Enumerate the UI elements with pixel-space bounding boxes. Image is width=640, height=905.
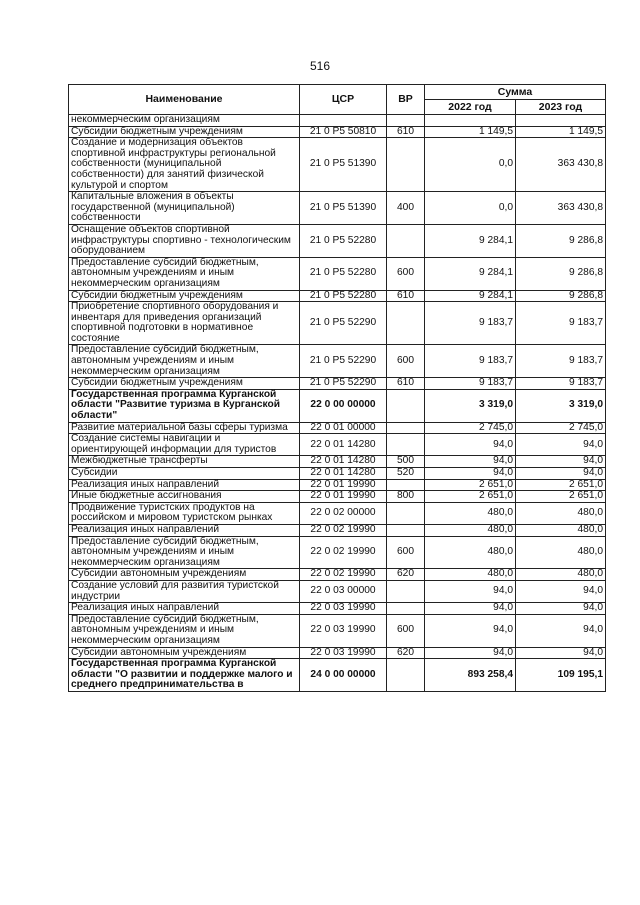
row-vr <box>387 659 425 692</box>
row-name: Субсидии автономным учреждениям <box>69 569 300 581</box>
row-amount-2022: 480,0 <box>425 569 516 581</box>
row-name: Создание системы навигации и ориентирующей информации для туристов <box>69 434 300 456</box>
table-row <box>69 115 606 127</box>
row-name: Реализация иных направлений <box>69 603 300 615</box>
row-amount-2023: 2 745,0 <box>516 422 606 434</box>
row-csr: 21 0 P5 51390 <box>300 192 387 225</box>
row-vr <box>387 603 425 615</box>
row-amount-2023: 9 286,8 <box>516 257 606 290</box>
table-row <box>69 479 606 491</box>
row-vr: 600 <box>387 345 425 378</box>
table-row <box>69 422 606 434</box>
row-vr <box>387 389 425 422</box>
row-csr: 22 0 03 19990 <box>300 603 387 615</box>
row-vr <box>387 580 425 602</box>
row-amount-2022: 94,0 <box>425 614 516 647</box>
row-vr: 600 <box>387 257 425 290</box>
row-name: Субсидии бюджетным учреждениям <box>69 290 300 302</box>
row-amount-2023: 480,0 <box>516 536 606 569</box>
row-amount-2023: 3 319,0 <box>516 389 606 422</box>
row-vr: 610 <box>387 378 425 390</box>
row-vr: 520 <box>387 468 425 480</box>
table-row <box>69 502 606 524</box>
table-body <box>69 115 606 692</box>
row-vr <box>387 524 425 536</box>
row-amount-2022: 9 183,7 <box>425 302 516 345</box>
row-csr: 21 0 P5 51390 <box>300 138 387 192</box>
row-amount-2023: 94,0 <box>516 456 606 468</box>
row-csr: 21 0 P5 52290 <box>300 345 387 378</box>
row-name: некоммерческим организациям <box>69 115 300 127</box>
row-name: Субсидии бюджетным учреждениям <box>69 378 300 390</box>
row-vr: 500 <box>387 456 425 468</box>
row-amount-2022: 9 284,1 <box>425 257 516 290</box>
row-amount-2022: 0,0 <box>425 192 516 225</box>
row-name: Субсидии <box>69 468 300 480</box>
row-name: Реализация иных направлений <box>69 524 300 536</box>
row-vr <box>387 422 425 434</box>
row-amount-2022: 9 183,7 <box>425 345 516 378</box>
table-row <box>69 580 606 602</box>
table-row <box>69 257 606 290</box>
table-row <box>69 434 606 456</box>
row-name: Оснащение объектов спортивной инфраструктуры спортивно - технологическим оборудованием <box>69 224 300 257</box>
row-csr: 21 0 P5 52280 <box>300 257 387 290</box>
table-row <box>69 647 606 659</box>
row-csr: 22 0 03 19990 <box>300 614 387 647</box>
table-row <box>69 126 606 138</box>
row-csr: 22 0 01 14280 <box>300 468 387 480</box>
row-amount-2023: 9 286,8 <box>516 290 606 302</box>
row-csr: 22 0 03 00000 <box>300 580 387 602</box>
row-csr: 22 0 02 19990 <box>300 569 387 581</box>
row-amount-2022: 94,0 <box>425 603 516 615</box>
header-year-2022: 2022 год <box>425 100 516 115</box>
row-csr: 21 0 P5 52290 <box>300 378 387 390</box>
row-amount-2023: 94,0 <box>516 614 606 647</box>
row-name: Государственная программа Курганской области "Развитие туризма в Курганской области" <box>69 389 300 422</box>
row-amount-2023 <box>516 115 606 127</box>
row-amount-2023: 9 183,7 <box>516 302 606 345</box>
row-amount-2022: 480,0 <box>425 536 516 569</box>
row-name: Развитие материальной базы сферы туризма <box>69 422 300 434</box>
row-amount-2022: 893 258,4 <box>425 659 516 692</box>
header-vr: ВР <box>387 85 425 115</box>
row-vr <box>387 224 425 257</box>
row-vr <box>387 479 425 491</box>
header-name: Наименование <box>69 85 300 115</box>
table-header <box>69 85 606 115</box>
row-amount-2022: 94,0 <box>425 580 516 602</box>
row-amount-2023: 94,0 <box>516 468 606 480</box>
header-csr: ЦСР <box>300 85 387 115</box>
row-csr: 22 0 02 00000 <box>300 502 387 524</box>
row-amount-2023: 1 149,5 <box>516 126 606 138</box>
row-csr: 22 0 01 14280 <box>300 456 387 468</box>
row-amount-2023: 109 195,1 <box>516 659 606 692</box>
row-amount-2022: 2 651,0 <box>425 491 516 503</box>
row-vr <box>387 502 425 524</box>
row-vr: 800 <box>387 491 425 503</box>
row-vr: 400 <box>387 192 425 225</box>
row-amount-2023: 94,0 <box>516 647 606 659</box>
row-amount-2022: 1 149,5 <box>425 126 516 138</box>
row-vr: 600 <box>387 536 425 569</box>
row-amount-2022: 3 319,0 <box>425 389 516 422</box>
row-csr: 24 0 00 00000 <box>300 659 387 692</box>
row-vr <box>387 115 425 127</box>
row-amount-2023: 94,0 <box>516 580 606 602</box>
row-amount-2022 <box>425 115 516 127</box>
row-name: Иные бюджетные ассигнования <box>69 491 300 503</box>
row-name: Субсидии автономным учреждениям <box>69 647 300 659</box>
row-amount-2022: 9 284,1 <box>425 290 516 302</box>
header-sum: Сумма <box>425 85 606 100</box>
row-amount-2023: 480,0 <box>516 502 606 524</box>
row-amount-2022: 94,0 <box>425 647 516 659</box>
row-vr: 600 <box>387 614 425 647</box>
row-name: Предоставление субсидий бюджетным, автономным учреждениям и иным некоммерческим организациям <box>69 257 300 290</box>
row-csr: 22 0 01 19990 <box>300 491 387 503</box>
row-name: Создание и модернизация объектов спортивной инфраструктуры региональной собственности (муниципальной собственности) для занятий физической культурой и спортом <box>69 138 300 192</box>
row-amount-2023: 480,0 <box>516 524 606 536</box>
row-amount-2023: 9 183,7 <box>516 378 606 390</box>
row-amount-2023: 94,0 <box>516 434 606 456</box>
row-csr: 22 0 01 00000 <box>300 422 387 434</box>
row-csr: 22 0 01 19990 <box>300 479 387 491</box>
row-amount-2023: 94,0 <box>516 603 606 615</box>
row-name: Продвижение туристских продуктов на российском и мировом туристском рынках <box>69 502 300 524</box>
row-csr: 22 0 02 19990 <box>300 536 387 569</box>
row-vr: 620 <box>387 647 425 659</box>
row-amount-2023: 9 286,8 <box>516 224 606 257</box>
row-amount-2023: 2 651,0 <box>516 479 606 491</box>
row-name: Предоставление субсидий бюджетным, автономным учреждениям и иным некоммерческим организациям <box>69 536 300 569</box>
table-row <box>69 302 606 345</box>
row-vr: 620 <box>387 569 425 581</box>
row-name: Капитальные вложения в объекты государственной (муниципальной) собственности <box>69 192 300 225</box>
table-row <box>69 290 606 302</box>
row-amount-2023: 363 430,8 <box>516 138 606 192</box>
row-csr: 22 0 01 14280 <box>300 434 387 456</box>
row-amount-2022: 480,0 <box>425 524 516 536</box>
row-vr <box>387 138 425 192</box>
row-vr <box>387 302 425 345</box>
row-csr <box>300 115 387 127</box>
table-row <box>69 659 606 692</box>
table-row <box>69 224 606 257</box>
row-name: Создание условий для развития туристской индустрии <box>69 580 300 602</box>
row-amount-2023: 9 183,7 <box>516 345 606 378</box>
table-row <box>69 524 606 536</box>
row-csr: 21 0 P5 52280 <box>300 224 387 257</box>
header-year-2023: 2023 год <box>516 100 606 115</box>
table-row <box>69 536 606 569</box>
row-vr <box>387 434 425 456</box>
row-name: Приобретение спортивного оборудования и инвентаря для приведения организаций спортивной подготовки в нормативное состояние <box>69 302 300 345</box>
row-amount-2022: 94,0 <box>425 434 516 456</box>
row-amount-2023: 363 430,8 <box>516 192 606 225</box>
row-amount-2023: 2 651,0 <box>516 491 606 503</box>
row-amount-2022: 2 651,0 <box>425 479 516 491</box>
table-row <box>69 192 606 225</box>
row-csr: 21 0 P5 52290 <box>300 302 387 345</box>
table-row <box>69 468 606 480</box>
table-row <box>69 345 606 378</box>
row-vr: 610 <box>387 126 425 138</box>
row-name: Реализация иных направлений <box>69 479 300 491</box>
row-name: Предоставление субсидий бюджетным, автономным учреждениям и иным некоммерческим организациям <box>69 345 300 378</box>
row-amount-2022: 94,0 <box>425 468 516 480</box>
row-name: Предоставление субсидий бюджетным, автономным учреждениям и иным некоммерческим организациям <box>69 614 300 647</box>
table-row <box>69 603 606 615</box>
row-amount-2022: 9 183,7 <box>425 378 516 390</box>
row-name: Субсидии бюджетным учреждениям <box>69 126 300 138</box>
table-row <box>69 569 606 581</box>
row-amount-2022: 94,0 <box>425 456 516 468</box>
row-vr: 610 <box>387 290 425 302</box>
row-csr: 22 0 03 19990 <box>300 647 387 659</box>
row-amount-2022: 480,0 <box>425 502 516 524</box>
row-amount-2023: 480,0 <box>516 569 606 581</box>
table-row <box>69 378 606 390</box>
row-amount-2022: 0,0 <box>425 138 516 192</box>
row-csr: 21 0 P5 50810 <box>300 126 387 138</box>
table-row <box>69 614 606 647</box>
page-number: 516 <box>309 59 331 73</box>
table-row <box>69 456 606 468</box>
row-name: Государственная программа Курганской области "О развитии и поддержке малого и среднего предпринимательства в <box>69 659 300 692</box>
row-amount-2022: 9 284,1 <box>425 224 516 257</box>
row-csr: 22 0 02 19990 <box>300 524 387 536</box>
row-csr: 22 0 00 00000 <box>300 389 387 422</box>
row-csr: 21 0 P5 52280 <box>300 290 387 302</box>
row-amount-2022: 2 745,0 <box>425 422 516 434</box>
budget-table <box>68 84 606 692</box>
table-row <box>69 389 606 422</box>
table-row <box>69 491 606 503</box>
table-row <box>69 138 606 192</box>
row-name: Межбюджетные трансферты <box>69 456 300 468</box>
